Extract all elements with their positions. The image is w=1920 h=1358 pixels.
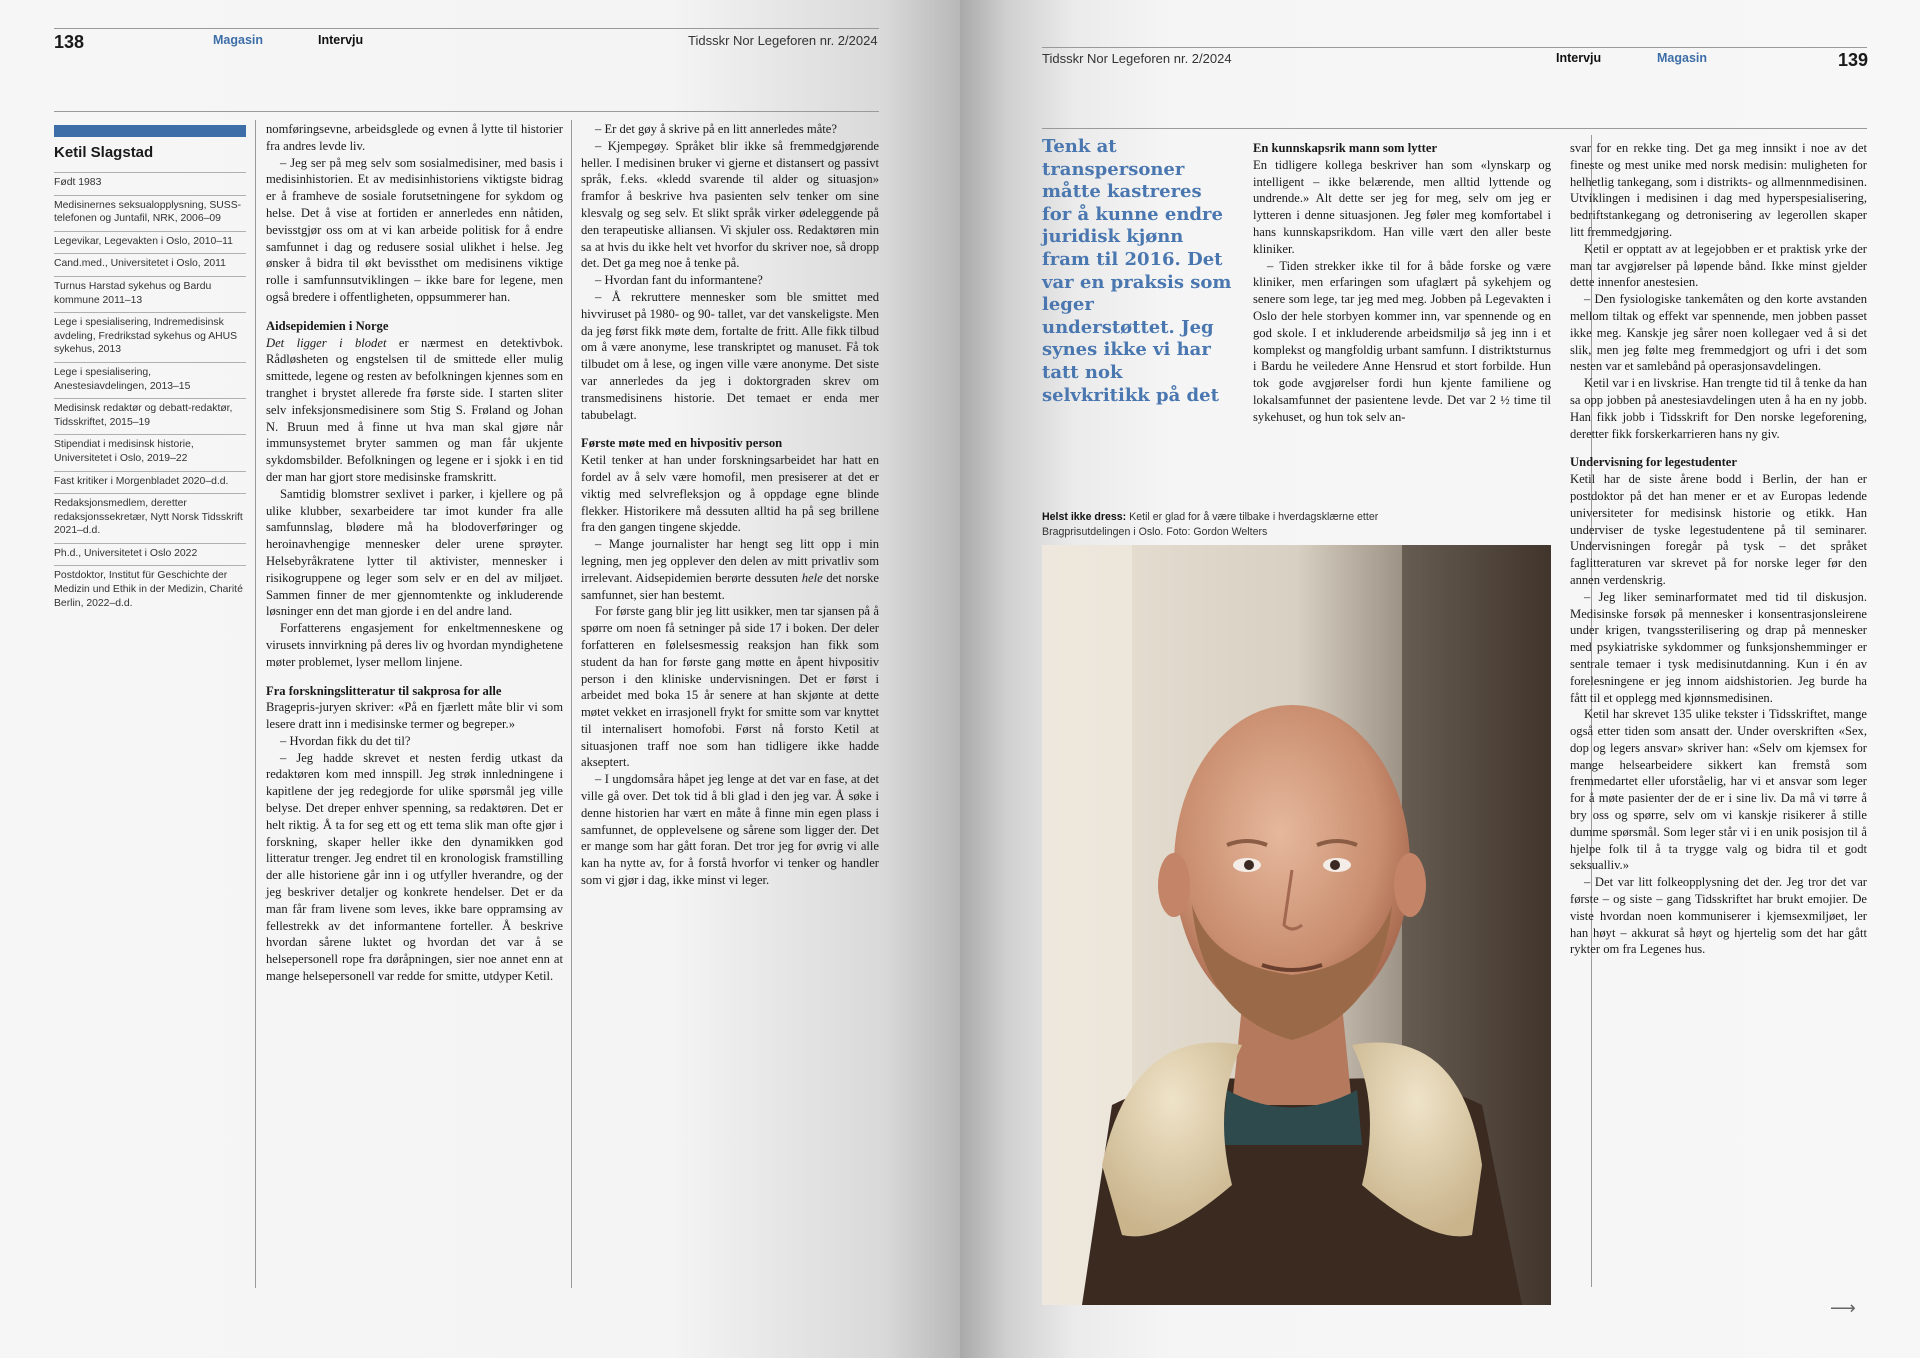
paragraph: nomføringsevne, arbeidsglede og evnen å lytte til historier fra andres levde liv. [266,122,563,153]
paragraph: – Er det gøy å skrive på en litt annerledes måte? [595,122,837,136]
bio-item: Født 1983 [54,172,246,195]
journal-citation: Tidsskr Nor Legeforen nr. 2/2024 [1042,51,1232,66]
column-divider [255,120,256,1288]
paragraph: – Å rekruttere mennesker som ble smittet med hivviruset på 1980- og 90- tallet, var det vanskeligste. Men da jeg først fikk møte dem, fortalte de fritt. Alle fikk tilbud om å være anonyme, lese transkriptet og manuset. Få tok tilbudet om å lese, og ingen ville være anonyme. Det siste var annerledes da jeg i doktorgraden skrev om transmedisinens historie. Det temaet er enda mer tabubelagt. [581,289,879,422]
paragraph: – Kjempegøy. Språket blir ikke så fremmedgjørende heller. I medisinen bruker vi gjerne et distansert og passivt språk, f.eks. «kledd svarende til alder og situasjon» framfor å beskrive hva pasienten selv tenker om sine klesvalg og seg selv. Et slikt språk virker ødeleggende på den terapeutiske alliansen. Vi skjuler oss. Redaktøren min sa at hvis du ikke helt vet hvorfor du skriver noe, så dropp det. Det ga meg noe å tenke på. [581,138,879,271]
book-title: Det ligger i blodet [266,335,387,350]
subheading: Aidsepidemien i Norge [266,318,389,333]
bio-item: Redaksjonsmedlem, deretter redaksjonssekretær, Nytt Norsk Tidsskrift 2021–d.d. [54,493,246,543]
column-divider [571,120,572,1288]
arrow-right-icon: ⟶ [1830,1298,1856,1319]
paragraph: – Den fysiologiske tankemåten og den korte avstanden mellom tiltak og effekt var spennende, men jobben passet ikke meg. Kanskje jeg sårer noen kollegaer ved å si det slik, men jeg følte meg fremmedgjort og ufri i det som nesten var et samlebånd på operasjonsavdelingen. [1570,292,1867,374]
paragraph: – Det var litt folkeopplysning det der. Jeg tror det var første – og siste – gang Tidsskriftet har brukt emojier. De viste hvordan noen kommuniserer i kjemsexmiljøet, ler han høyt – akkurat så høyt og hjertelig som det har gått rykter om fra Legenes hus. [1570,875,1867,957]
paragraph: Samtidig blomstrer sexlivet i parker, i kjellere og på ulike klubber, sexarbeidere tar imot kunder fra alle samfunnslag, blødere må ha blodoverføringer og heroinavhengige mennesker deler urene sprøyter. Helsebyråkratene lytter til aktivister, mennesker i risikogruppene og leger som selv er en del av miljøet. Sammen finner de mer gjennomtenkte og inkluderende løsninger enn det man gjorde i en del andre land. [266,486,563,619]
bio-item: Cand.med., Universitetet i Oslo, 2011 [54,253,246,276]
paragraph: – Jeg ser på meg selv som sosialmedisiner, med basis i medisinhistorien. Et av medisinhistoriens viktigste bidrag er å framheve de sosiale forutsetningene for sykdom og helse. Det å vise at fortiden er annerledes enn nåtiden, bevisstgjør oss om at vi kan arbeide politisk for å endre samfunnet i dag og redusere sosial ulikhet i helse. Jeg ønsker å bidra til økt bevissthet om medisinens viktige rolle i samfunnsutviklingen – ikke bare for legene, men også bredere i offentligheten, oppsummerer han. [266,155,563,304]
bio-item: Medisinsk redaktør og debatt-redaktør, Tidsskriftet, 2015–19 [54,398,246,434]
paragraph: – Jeg hadde skrevet et nesten ferdig utkast da redaktøren kom med innspill. Jeg strøk innledningene i kapitlene der jeg redegjorde for ulike spørsmål jeg ville belyse. Det dreper enhver spenning, sa redaktøren. Det er helt riktig. Å ta for seg ett og ett tema slik man ofte gjør i forskning, skaper heller ikke den dynamikken god litteratur trenger. Jeg endret til en kronologisk framstilling der alle historiene går inn i og utfyller hverandre, og der jeg beskriver detaljer og konkrete hendelser. Det er da man får fram livene som leves, ikke bare oppramsing av fellestrekk av det informantene forteller. Å beskrive hvordan sårene luktet og hvordan det var å se helsepersonell rope fra døråpningen, sier noe annet enn at mange helsepersonell var redde for smitte, utdyper Ketil. [266,750,563,984]
paragraph [581,536,879,603]
page-number: 138 [54,32,85,52]
paragraph: Bragepris-juryen skriver: «På en fjærlett måte blir vi som lesere dratt inn i medisinske termer og begreper.» [266,700,563,732]
bio-item: Legevikar, Legevakten i Oslo, 2010–11 [54,231,246,254]
caption-lead: Helst ikke dress: [1042,511,1127,523]
paragraph: Ketil er opptatt av at legejobben er et praktisk yrke der man tar avgjørelser på løpende bånd. Ikke minst gjelder dette innenfor anestesien. [1570,241,1867,290]
subheading: Undervisning for legestudenter [1570,455,1737,470]
paragraph: – Tiden strekker ikke til for å både forske og være kliniker, men erfaringen som ufaglært på sykehjem og senere som lege, tar jeg med meg. Jobben på Legevakten i Oslo der hele storbyen kommer inn, var spennende og en god skole. I et inkluderende arbeidsmiljø så jeg inn i et komplekst og mangfoldig urbant samfunn. I distriktsturnus i Bardu he veiledere Anne Hensrud et stort forbilde. Hun tok gode avgjørelser fordi hun kjente familiene og lokalsamfunnet der pasientene levde. Det var 2 ½ time til sykehuset, og hun tok selv an- [1253,258,1551,424]
photo-caption [1042,510,1397,540]
paragraph: – Hvordan fant du informantene? [595,273,763,288]
bio-item: Ph.d., Universitetet i Oslo 2022 [54,543,246,566]
paragraph: Ketil har skrevet 135 ulike tekster i Tidsskriftet, mange også etter tiden som ansatt der. Under overskriften «Sex, dop og legers ansvar» skriver han: «Selv om kjemsex for mange helsearbeidere sikkert kan fremstå som fremmedartet eller uforståelig, har vi et ansvar som leger for å møte pasienter der de er i sine liv. Da må vi tørre å bry oss og spørre, selv om vi kanskje risikerer å stille dumme spørsmål. Som leger står vi i en unik posisjon til å hjelpe folk til å ta trygge valg og bidra til et godt seksualliv.» [1570,707,1867,873]
bio-name: Ketil Slagstad [54,144,154,161]
caption-text: Ketil er glad for å være tilbake i hverdagsklærne etter Bragprisutdelingen i Oslo. Foto: Gordon Welters [1042,511,1379,538]
bio-accent-bar [54,125,246,137]
bio-item: Lege i spesialisering, Indremedisinsk avdeling, Fredrikstad sykehus og AHUS sykehus, 2013 [54,312,246,362]
paragraph: svar for en rekke ting. Det ga meg innsikt i noe av det fineste og mest unike med norsk medisin: muligheten for helhetlig tankegang, som i distrikts- og allmennmedisinen. Utviklingen i medisinen i dag med hyperspesialisering, bedriftstankegang og detronisering av legerollen skaper litt fremmedgjøring. [1570,141,1867,239]
emphasis: hele [801,570,823,585]
paragraph: Ketil har de siste årene bodd i Berlin, der han er postdoktor på det han mener er et av Europas ledende universiteter for medisinsk historie og etikk. Han underviser de tyske legestudentene på til seminarer. Undervisningen foregår på tysk – det språket faglitteraturen var skrevet på for norske leger før den annen verdenskrig. [1570,472,1867,587]
paragraph: – Hvordan fikk du det til? [280,733,411,748]
page-number: 139 [1838,50,1869,70]
article-column-2 [581,121,879,889]
section-label: Magasin [1657,51,1708,65]
paragraph-text: det norske samfunnet, sier han bestemt. [581,570,879,602]
paragraph: – Jeg liker seminarformatet med tid til diskusjon. Medisinske forsøk på mennesker i konsentrasjonsleirene under krigen, tvangssterilisering og drap på mennesker med psykiatriske sykdommer og funksjonshemminger er sentrale temaer i tysk medisinutdanning. Kun i én av forelesningene er jeg innom aidshistorien. Jeg burde ha fått til et opplegg med kjønnsmedisinen. [1570,589,1867,705]
category-label: Intervju [1556,51,1602,65]
category-label: Intervju [318,33,364,47]
bio-item: Fast kritiker i Morgenbladet 2020–d.d. [54,471,246,494]
header-rule [1042,47,1867,48]
article-column-4 [1570,140,1867,958]
bio-item: Turnus Harstad sykehus og Bardu kommune 2011–13 [54,276,246,312]
content-top-rule [54,111,879,112]
section-label: Magasin [213,33,264,47]
paragraph: Ketil var i en livskrise. Han trengte tid til å tenke da han sa opp jobben på anestesiavdelingen uten å ha en ny jobb. Han fikk jobb i Tidsskrift for Den norske legeforening, deretter fikk forskerkarrieren hans ny giv. [1570,376,1867,441]
article-column-3 [1253,140,1551,426]
article-column-1 [266,121,563,985]
subheading: Første møte med en hivpositiv person [581,436,783,451]
header-rule [54,28,879,29]
paragraph [266,335,563,486]
portrait-photo [1042,545,1551,1305]
subheading: Fra forskningslitteratur til sakprosa for alle [266,683,502,698]
paragraph: – I ungdomsåra håpet jeg lenge at det var en fase, at det ville gå over. Det tok tid å bli glad i den jeg var. Å søke i denne historien har vært en måte å finne min egen plass i samfunnet, de opplevelsene og sårene som ligger der. Det er mange som har gått foran. Det tror jeg for øvrig vi alle kan ha nytte av, for å forstå hvorfor vi tenker og handler som vi gjør i dag, ikke minst vi leger. [581,772,879,888]
subheading: En kunnskapsrik mann som lytter [1253,141,1438,155]
bio-item: Lege i spesialisering, Anestesiavdelingen, 2013–15 [54,362,246,398]
bio-item: Postdoktor, Institut für Geschichte der Medizin und Ethik in der Medizin, Charité Berlin, 2022–d.d. [54,565,246,615]
content-top-rule [1042,128,1867,129]
paragraph-text: – Mange journalister har hengt seg litt opp i min legning, men jeg opplever den delen av mitt privatliv som irrelevant. Aidsepidemien berørte dessuten [581,537,879,585]
bio-item: Stipendiat i medisinsk historie, Universitetet i Oslo, 2019–22 [54,434,246,470]
journal-citation: Tidsskr Nor Legeforen nr. 2/2024 [688,33,878,48]
paragraph: Forfatterens engasjement for enkeltmenneskene og virusets innvirkning på deres liv og hvordan myndighetene møter problemet, lyser mellom linjene. [266,621,563,669]
bio-list [54,172,246,615]
paragraph-text: er nærmest en detektivbok. Rådløsheten og engstelsen til de smittede eller mulig smittede, legene og resten av befolkningen kjennes som en tranghet i brystet allerede fra første side. I starten sliter selv infeksjonsmedisinere som Stig S. Frøland og Johan N. Bruun med å finne ut hva man skal gjøre når immunsystemet bryter sammen og man får ukjente sykdomsbilder. Befolkningen og legene er i sjokk i en tid der man har gjort store medisinske framskritt. [266,335,563,484]
pull-quote: Tenk at transpersoner måtte kastreres for å kunne endre juridisk kjønn fram til 2016. Det var en praksis som leger understøttet. Jeg synes ikke vi har tatt nok selvkritikk på det [1042,136,1232,406]
bio-item: Medisinernes seksualopplysning, SUSS-telefonen og Juntafil, NRK, 2006–09 [54,195,246,231]
paragraph: For første gang blir jeg litt usikker, men tar sjansen på å spørre om noen få setninger på side 17 i boken. Der deler forfatteren en følelsesmessig reaksjon han fikk som student da han for første gang møtte en åpent hivpositiv person i den kliniske undervisningen. Det er først i arbeidet med boka 15 år senere at han skjønte at dette møtet vekket en irrasjonell frykt for smitte som var knyttet til internalisert homofobi. Først nå forsto Ketil at situasjonen traff noe som han tidligere ikke hadde akseptert. [581,604,879,770]
paragraph: Ketil tenker at han under forskningsarbeidet har hatt en fordel av å selv være homofil, men presiserer at det er viktig med selvrefleksjon og å oppdage egne blinde flekker. Historikere må dessuten alltid ha på seg brillene fra den gangen tingene skjedde. [581,453,879,535]
paragraph: En tidligere kollega beskriver han som «lynskarp og intelligent – ikke belærende, men alltid lyttende og undrende.» Alt dette ser jeg for meg, selv om jeg er lytteren i denne situasjonen. Jeg føler meg komfortabel i hans kunnskapsrikdom. Han ville vært den aller beste kliniker. [1253,157,1551,256]
